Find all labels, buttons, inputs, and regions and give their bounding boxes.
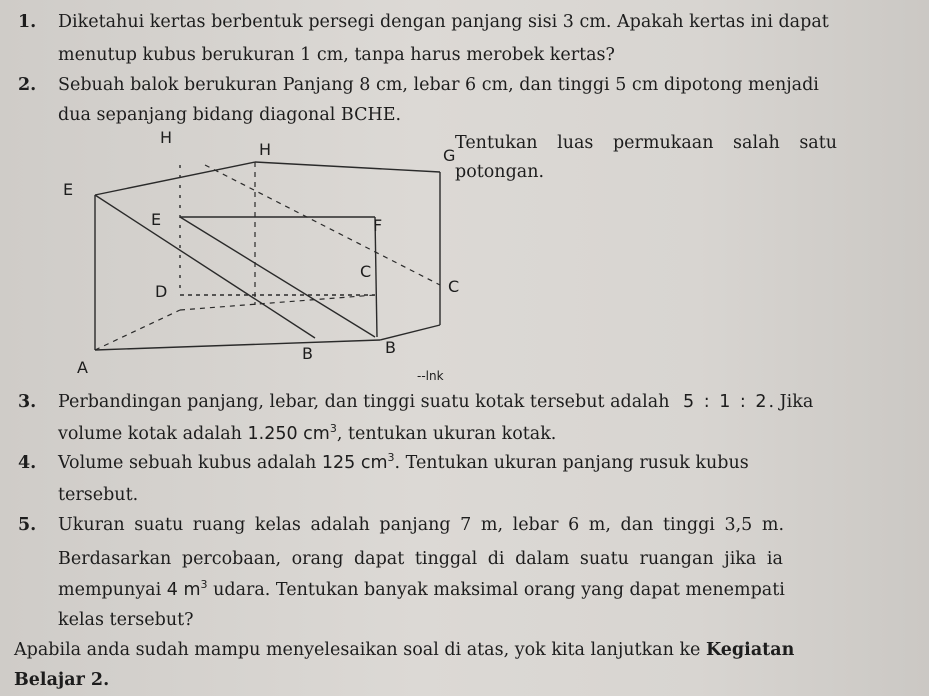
- label-f: F: [373, 216, 383, 235]
- edge-inner-fb: [375, 217, 377, 337]
- question-4-number: 4.: [18, 453, 37, 473]
- question-5-number: 5.: [18, 515, 37, 535]
- edge-hidden-hc: [205, 165, 440, 285]
- question-1-line-2: menutup kubus berukuran 1 cm, tanpa harus merobek kertas?: [58, 45, 615, 65]
- label-g: G: [443, 146, 456, 165]
- label-e-outer: E: [63, 180, 74, 199]
- question-5-line-3: mempunyai 4 $m^3$ udara. Tentukan banyak maksimal orang yang dapat menempati: [58, 578, 785, 600]
- question-2-line-1: Sebuah balok berukuran Panjang 8 cm, lebar 6 cm, dan tinggi 5 cm dipotong menjadi: [58, 75, 819, 95]
- question-3-line-1: Perbandingan panjang, lebar, dan tinggi suatu kotak tersebut adalah 5 : 1 : 2. Jika: [58, 392, 814, 412]
- question-5-line-1: Ukuran suatu ruang kelas adalah panjang 7 m, lebar 6 m, dan tinggi 3,5 m.: [58, 515, 785, 535]
- question-4-line-2: tersebut.: [58, 485, 139, 505]
- label-d: D: [155, 282, 168, 301]
- question-2-line-2: dua sepanjang bidang diagonal BCHE.: [58, 105, 402, 125]
- label-b-inner: B: [302, 344, 313, 363]
- label-a: A: [77, 358, 88, 377]
- question-5-line-2: Berdasarkan percobaan, orang dapat tinggal di dalam suatu ruangan jika ia: [58, 549, 783, 569]
- volume-value: 1.250 $cm^3$: [247, 422, 337, 444]
- edge-ab: [95, 340, 380, 350]
- question-2-number: 2.: [18, 75, 37, 95]
- closing-bold-kegiatan: Kegiatan: [705, 640, 795, 660]
- question-2-line-3: Tentukan luas permukaan salah satu: [455, 133, 838, 153]
- label-c-outer: C: [448, 277, 460, 296]
- edge-hg: [255, 162, 440, 172]
- closing-line-2: Belajar 2.: [14, 670, 110, 690]
- question-1-line-1: Diketahui kertas berbentuk persegi dengan panjang sisi 3 cm. Apakah kertas ini dapat: [58, 12, 829, 32]
- edge-inner-eb: [180, 217, 375, 337]
- label-e-inner: E: [151, 210, 162, 229]
- question-4-line-1: Volume sebuah kubus adalah 125 $cm^3$. Tentukan ukuran panjang rusuk kubus: [58, 451, 749, 473]
- question-3-line-2: volume kotak adalah 1.250 $cm^3$, tentukan ukuran kotak.: [58, 422, 557, 444]
- ratio-value: 5 : 1 : 2: [683, 392, 769, 412]
- label-c-inner: C: [360, 262, 372, 281]
- edge-eh: [95, 162, 255, 195]
- question-1-number: 1.: [18, 12, 37, 32]
- label-b-outer: B: [385, 338, 396, 357]
- closing-line-1: Apabila anda sudah mampu menyelesaikan soal di atas, yok kita lanjutkan ke Kegiatan: [14, 640, 795, 660]
- cuboid-figure: [55, 125, 465, 385]
- cube-volume-value: 125 $cm^3$: [321, 451, 395, 473]
- edge-hidden-dc: [180, 295, 375, 310]
- question-2-line-4: potongan.: [455, 162, 545, 182]
- label-h-inner: H: [259, 140, 272, 159]
- figure-caption-fragment: --lnk: [417, 369, 444, 383]
- question-3-number: 3.: [18, 392, 37, 412]
- air-volume-value: 4 $m^3$: [166, 578, 208, 600]
- edge-hidden-ad: [95, 310, 180, 350]
- question-5-line-4: kelas tersebut?: [58, 610, 194, 630]
- label-h-outer: H: [160, 128, 173, 147]
